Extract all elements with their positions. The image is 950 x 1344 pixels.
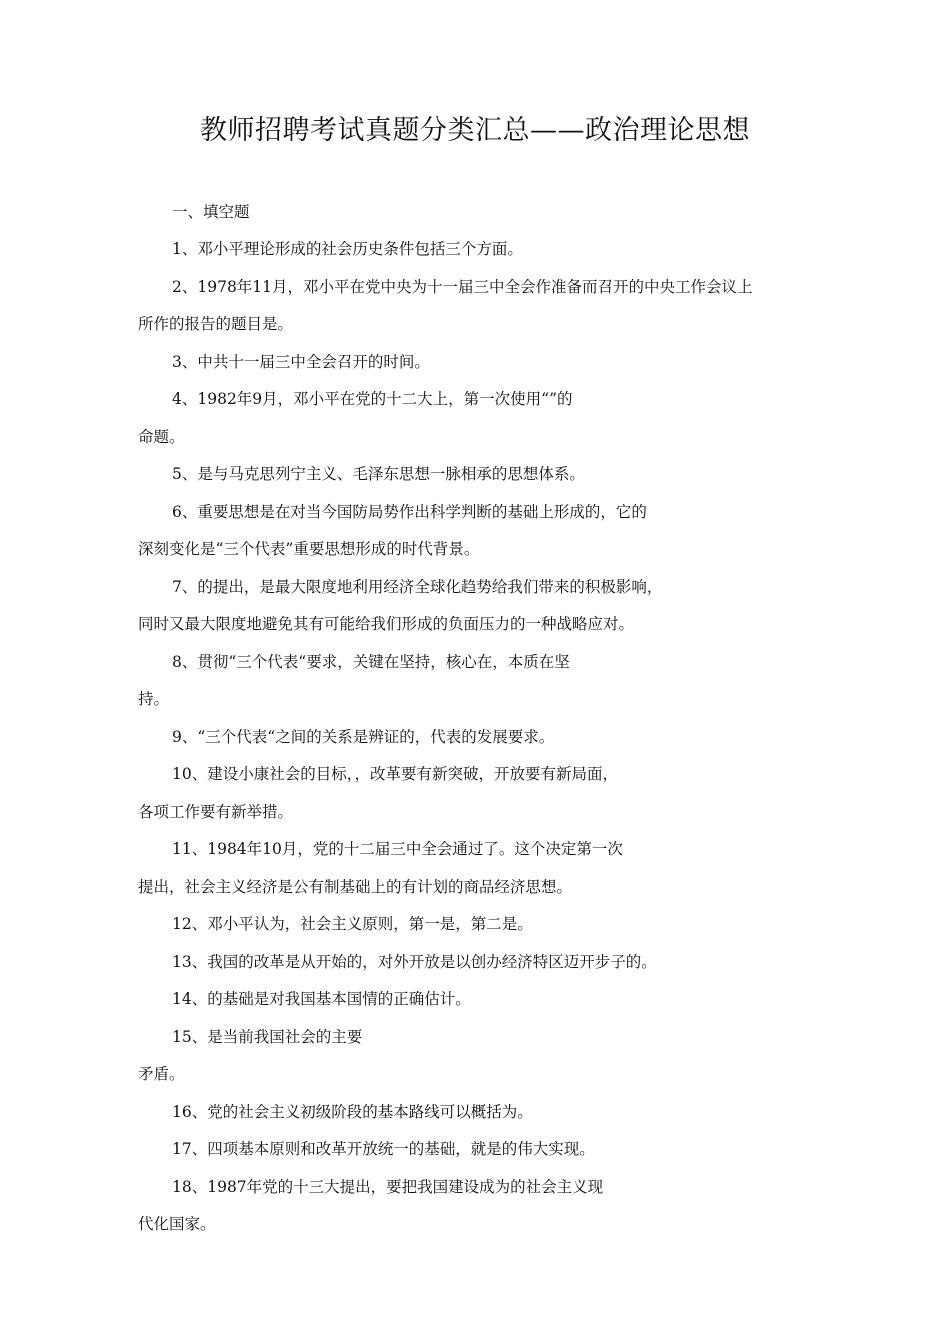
text-line: 1、邓小平理论形成的社会历史条件包括三个方面。: [172, 240, 523, 258]
text-line: 18、1987年党的十三大提出，要把我国建设成为的社会主义现: [172, 1178, 604, 1196]
text-line: 持。: [138, 690, 170, 708]
text-line: 代化国家。: [138, 1215, 216, 1233]
text-line: 2、1978年11月，邓小平在党中央为十一届三中全会作准备而召开的中央工作会议上: [172, 278, 753, 296]
text-line: 矛盾。: [138, 1065, 185, 1083]
text-line: 命题。: [138, 428, 185, 446]
document-title: 教师招聘考试真题分类汇总——政治理论思想: [200, 115, 750, 146]
text-line: 9、“三个代表“之间的关系是辨证的，代表的发展要求。: [172, 728, 555, 746]
text-line: 提出，社会主义经济是公有制基础上的有计划的商品经济思想。: [138, 878, 573, 896]
text-line: 11、1984年10月，党的十二届三中全会通过了。这个决定第一次: [172, 840, 623, 858]
text-line: 6、重要思想是在对当今国防局势作出科学判断的基础上形成的，它的: [172, 503, 647, 521]
text-line: 14、的基础是对我国基本国情的正确估计。: [172, 990, 471, 1008]
text-line: 5、是与马克思列宁主义、毛泽东思想一脉相承的思想体系。: [172, 465, 585, 483]
text-line: 所作的报告的题目是。: [138, 315, 294, 333]
text-line: 深刻变化是“三个代表”重要思想形成的时代背景。: [138, 540, 480, 558]
text-line: 7、的提出，是最大限度地利用经济全球化趋势给我们带来的积极影响，: [172, 578, 663, 596]
text-line: 12、邓小平认为，社会主义原则，第一是，第二是。: [172, 915, 533, 933]
text-line: 13、我国的改革是从开始的，对外开放是以创办经济特区迈开步子的。: [172, 953, 657, 971]
section-heading: 一、填空题: [172, 203, 250, 221]
text-line: 16、党的社会主义初级阶段的基本路线可以概括为。: [172, 1103, 533, 1121]
text-line: 8、贯彻“三个代表“要求，关键在坚持，核心在，本质在坚: [172, 653, 570, 671]
text-line: 17、四项基本原则和改革开放统一的基础，就是的伟大实现。: [172, 1140, 595, 1158]
text-line: 15、是当前我国社会的主要: [172, 1028, 363, 1046]
text-line: 各项工作要有新举措。: [138, 803, 294, 821]
text-line: 10、建设小康社会的目标，，改革要有新突破，开放要有新局面，: [172, 765, 618, 783]
text-line: 3、中共十一届三中全会召开的时间。: [172, 353, 430, 371]
text-line: 4、1982年9月，邓小平在党的十二大上，第一次使用“”的: [172, 390, 573, 408]
text-line: 同时又最大限度地避免其有可能给我们形成的负面压力的一种战略应对。: [138, 615, 635, 633]
